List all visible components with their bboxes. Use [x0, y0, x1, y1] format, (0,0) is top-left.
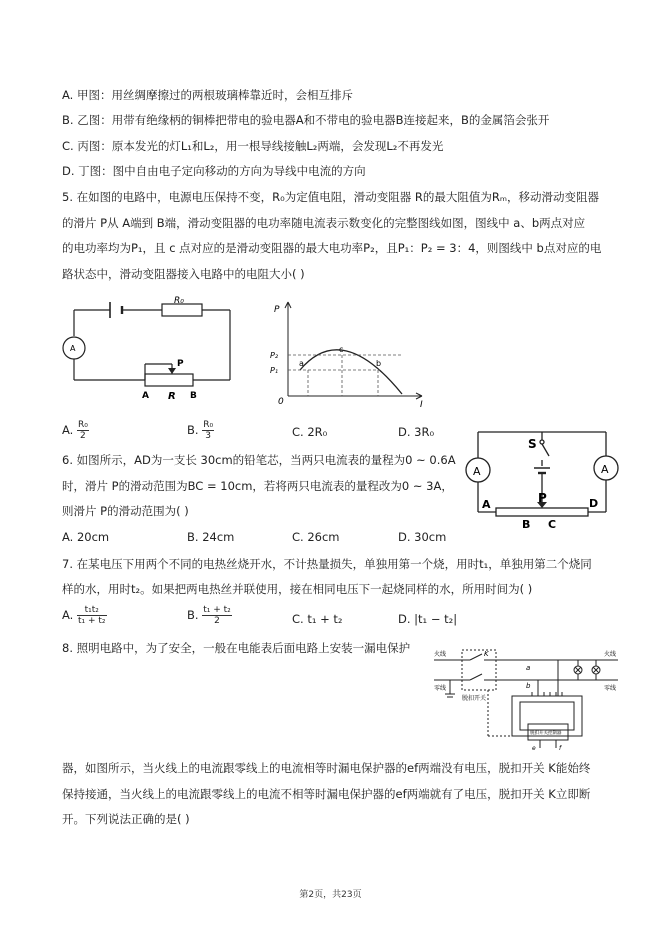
q5-graph-point-b: b [376, 359, 382, 368]
q5-option-d: D. 3R₀ [398, 425, 435, 439]
q8-live-wire-label: 火线 [434, 651, 447, 658]
q5-graph-point-a: a [299, 359, 304, 368]
q6-point-b-label: B [522, 518, 531, 530]
q7-stem-line-2: 样的水，用时t₂。如果把两电热丝并联使用，接在相同电压下一起烧同样的水，所用时间为( ) [62, 582, 533, 596]
q5-ammeter-label: A [70, 344, 76, 353]
q4-option-d: D. 丁图：图中自由电子定向移动的方向为导线中电流的方向 [62, 164, 366, 178]
q6-end-a-label: A [482, 498, 491, 511]
q6-slider-label: P [538, 491, 547, 505]
q6-ammeter-right-label: A [601, 463, 609, 476]
q5-end-a-label: A [142, 391, 149, 401]
q6-option-a: A. 20cm [62, 530, 110, 544]
q8-neutral-wire-right-label: 零线 [604, 685, 617, 692]
q7-stem-line-1: 7. 在某电压下用两个不同的电热丝烧开水，不计热量损失，单独用第一个烧，用时t₁，单独用第二个烧同 [62, 557, 592, 571]
q8-neutral-wire-label: 零线 [434, 685, 447, 692]
q5-graph-origin-label: 0 [278, 397, 284, 407]
q5-graph-point-c: c [339, 345, 344, 354]
q8-leakage-protector-diagram [428, 640, 628, 752]
q5-option-a: A. $\frac{\text{R₀}}{2}$ [62, 420, 88, 441]
q5-stem-line-3: 的电功率均为P₁，且 c 点对应的是滑动变阻器的最大电功率P₂，且P₁：P₂ = 3：4，则图线中 b点对应的电 [62, 241, 602, 255]
q8-stem-line-3: 保持接通，当火线上的电流跟零线上的电流不相等时漏电保护器的ef两端就有了电压，脱扣开关 K立即断 [62, 787, 591, 801]
q7-option-c: C. t₁ + t₂ [292, 612, 343, 626]
q8-point-a-label: a [526, 664, 531, 672]
q8-stem-line-1: 8. 照明电路中，为了安全，一般在电能表后面电路上安装一漏电保护 [62, 641, 411, 655]
q6-ammeter-left-label: A [473, 465, 481, 478]
q8-point-b-label: b [526, 682, 531, 690]
q6-option-d: D. 30cm [398, 530, 447, 544]
q6-stem-line-1: 6. 如图所示，AD为一支长 30cm的铅笔芯，当两只电流表的量程为0 ~ 0.6A [62, 453, 456, 467]
q5-stem-line-4: 路状态中，滑动变阻器接入电路中的电阻大小( ) [62, 267, 305, 281]
q4-option-a: A. 甲图：用丝绸摩擦过的两根玻璃棒靠近时，会相互排斥 [62, 88, 353, 102]
q6-stem-line-3: 则滑片 P的滑动范围为( ) [62, 504, 189, 518]
q5-circuit-diagram [60, 290, 245, 410]
q5-end-b-label: B [190, 391, 197, 401]
q5-r-label: R [168, 391, 176, 402]
q6-option-c: C. 26cm [292, 530, 340, 544]
q5-stem-line-1: 5. 在如图的电路中，电源电压保持不变，R₀为定值电阻，滑动变阻器 R的最大阻值为Rₘ，移动滑动变阻器 [62, 190, 600, 204]
q8-controller-label: 脱扣开关控制器 [530, 731, 562, 736]
q5-graph-p2-label: P₂ [270, 351, 279, 360]
q7-option-a: A. $\frac{\text{t₁t₂}}{\text{t₁ + t₂}}$ [62, 605, 106, 626]
q5-power-current-graph [262, 290, 432, 408]
q8-stem-line-2: 器，如图所示，当火线上的电流跟零线上的电流相等时漏电保护器的ef两端没有电压，脱扣开关 K能始终 [62, 761, 591, 775]
q8-trip-switch-label: 脱扣开关 [462, 695, 487, 702]
q5-r0-label: R₀ [174, 296, 184, 306]
q4-option-b: B. 乙图：用带有绝缘柄的铜棒把带电的验电器A和不带电的验电器B连接起来，B的金属箔会张开 [62, 113, 550, 127]
q5-graph-y-axis-label: P [274, 305, 280, 315]
q8-point-f-label: f [559, 745, 562, 752]
q8-switch-k-label: K [484, 650, 489, 658]
q5-graph-p1-label: P₁ [270, 366, 279, 375]
q6-end-d-label: D [589, 497, 599, 510]
page-footer: 第2页，共23页 [299, 890, 362, 900]
q5-graph-x-axis-label: I [420, 400, 423, 408]
q7-option-d: D. |t₁ − t₂| [398, 612, 458, 626]
q6-point-c-label: C [548, 518, 557, 530]
q7-option-b: B. $\frac{\text{t₁ + t₂}}{2}$ [187, 605, 231, 626]
q8-stem-line-4: 开。下列说法正确的是( ) [62, 812, 190, 826]
q6-circuit-diagram [462, 426, 632, 530]
q6-option-b: B. 24cm [187, 530, 235, 544]
q5-stem-line-2: 的滑片 P从 A端到 B端，滑动变阻器的电功率随电流表示数变化的完整图线如图，图线中 a、b两点对应 [62, 216, 586, 230]
q8-live-wire-right-label: 火线 [604, 651, 617, 658]
q5-slider-label: P [177, 359, 184, 369]
q6-stem-line-2: 时，滑片 P的滑动范围为BC = 10cm，若将两只电流表的量程改为0 ~ 3A， [62, 479, 453, 493]
q5-option-c: C. 2R₀ [292, 425, 328, 439]
q4-option-c: C. 丙图：原本发光的灯L₁和L₂，用一根导线接触L₂两端，会发现L₂不再发光 [62, 139, 444, 153]
q5-option-b: B. $\frac{\text{R₀}}{3}$ [187, 420, 214, 441]
q8-point-e-label: e [532, 745, 536, 752]
q6-switch-label: S [528, 437, 537, 451]
